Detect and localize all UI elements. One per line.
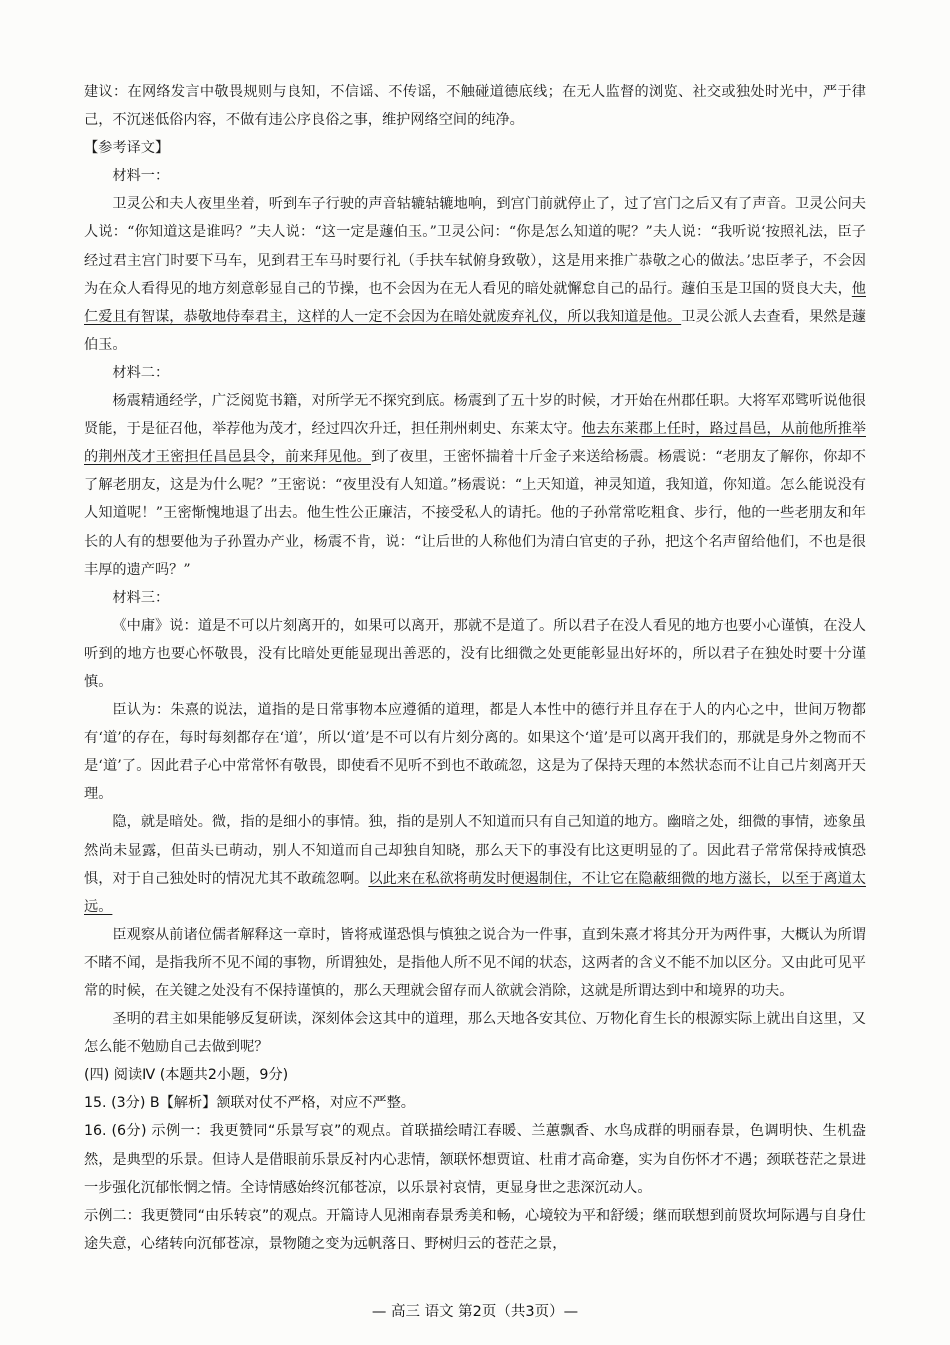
page-footer: — 高三 语文 第2页（共3页）— xyxy=(371,1304,579,1320)
material-3-text-a: 隐，就是暗处。微，指的是细小的事情。独，指的是别人不知道而只有自己知道的地方。幽暗之处，细微的事情，迹象虽然尚未显露，但苗头已萌动，别人不知道而自己却独自知晓，那么天下的事没有比这更明显的了。因此君子常常保持戒慎恐惧，对于自己独处时的情况尤其不敢疏忽啊。 xyxy=(84,814,866,887)
material-3-paragraph-5: 圣明的君主如果能够反复研读，深刻体会这其中的道理，那么天地各安其位、万物化育生长的根源实际上就出自这里，又怎么能不勉励自己去做到呢？ xyxy=(84,1011,866,1056)
answer-q16-example-1: 16. (6分) 示例一：我更赞同“乐景写哀”的观点。首联描绘晴江春暖、兰蕙飘香、水鸟成群的明丽春景，色调明快、生机盎然，是典型的乐景。但诗人是借眼前乐景反衬内心悲情，颔联怀想贾谊、杜甫才高命蹇，实为自伤怀才不遇；颈联苍茫之景进一步强化沉郁怅惘之情。全诗情感始终沉郁苍凉，以乐景衬哀情，更显身世之悲深沉动人。 xyxy=(84,1123,866,1196)
reference-translation-heading: 【参考译文】 xyxy=(84,140,170,157)
material-3-paragraph-4: 臣观察从前诸位儒者解释这一章时，皆将戒谨恐惧与慎独之说合为一件事，直到朱熹才将其分开为两件事，大概认为所谓不睹不闻，是指我所不见不闻的事物，所谓独处，是指他人所不见不闻的状态，这两者的含义不能不加以区分。又由此可见平常的时候，在关键之处没有不保持谨慎的，那么天理就会留存而人欲就会消除，这就是所谓达到中和境界的功夫。 xyxy=(84,926,866,999)
material-1-text-a: 卫灵公和夫人夜里坐着，听到车子行驶的声音轱辘轱辘地响，到宫门前就停止了，过了宫门之后又有了声音。卫灵公问夫人说：“你知道这是谁吗？”夫人说：“这一定是蘧伯玉。”卫灵公问：“你是怎么知道的呢？”夫人说：“我听说‘按照礼法，臣子经过君主宫门时要下马车，见到君王车马时要行礼（手扶车轼俯身致敬），这是用来推广恭敬之心的做法。’忠臣孝子，不会因为在众人看得见的地方刻意彰显自己的节操，也不会因为在无人看见的暗处就懈怠自己的品行。蘧伯玉是卫国的贤良大夫， xyxy=(84,196,866,297)
material-3-underlined: 以此来在私欲将萌发时便遏制住，不让它在隐蔽细微的地方滋长，以至于离道太远。 xyxy=(84,870,866,915)
material-2-text-b: 到了夜里，王密怀揣着十斤金子来送给杨震。杨震说：“老朋友了解你，你却不了解老朋友，这是为什么呢？”王密说：“夜里没有人知道。”杨震说：“上天知道，神灵知道，我知道，你知道。怎么能说没有人知道呢！”王密惭愧地退了出去。他生性公正廉洁，不接受私人的请托。他的子孙常常吃粗食、步行，他的一些老朋友和年长的人有的想要他为子孙置办产业，杨震不肯，说：“让后世的人称他们为清白官吏的子孙，把这个名声留给他们，不也是很丰厚的遗产吗？” xyxy=(84,449,866,578)
answer-q15: 15. (3分) B【解析】颔联对仗不严格，对应不严整。 xyxy=(84,1095,415,1112)
material-3-paragraph-1: 《中庸》说：道是不可以片刻离开的，如果可以离开，那就不是道了。所以君子在没人看见的地方也要小心谨慎，在没人听到的地方也要心怀敬畏，没有比暗处更能显现出善恶的，没有比细微之处更能彰显出好坏的，所以君子在独处时要十分谨慎。 xyxy=(84,617,866,690)
material-1-text-b: 卫灵公派人去查看，果然是蘧伯玉。 xyxy=(84,308,866,353)
material-2-text-a: 杨震精通经学，广泛阅览书籍，对所学无不探究到底。杨震到了五十岁的时候，才开始在州郡任职。大将军邓骘听说他很贤能，于是征召他，举荐他为茂才，经过四次升迁，担任荆州刺史、东莱太守。 xyxy=(84,393,866,438)
material-3-heading: 材料三： xyxy=(112,589,170,606)
material-2-underlined: 他去东莱郡上任时，路过昌邑，从前他所推举的荆州茂才王密担任昌邑县令，前来拜见他。 xyxy=(84,421,866,466)
material-1-underlined: 他仁爱且有智谋，恭敬地侍奉君主，这样的人一定不会因为在暗处就废弃礼仪，所以我知道是他。 xyxy=(84,280,866,325)
answer-q16-example-2: 示例二：我更赞同“由乐转哀”的观点。开篇诗人见湘南春景秀美和畅，心境较为平和舒缓；继而联想到前贤坎坷际遇与自身仕途失意，心绪转向沉郁苍凉，景物随之变为远帆落日、野树归云的苍茫之景， xyxy=(84,1207,866,1252)
material-1-heading: 材料一： xyxy=(112,168,170,185)
material-2-paragraph xyxy=(84,387,866,584)
suggestion-paragraph: 建议：在网络发言中敬畏规则与良知，不信谣、不传谣，不触碰道德底线；在无人监督的浏览、社交或独处时光中，严于律己，不沉迷低俗内容，不做有违公序良俗之事，维护网络空间的纯净。 xyxy=(84,84,866,129)
material-2-heading: 材料二： xyxy=(112,364,170,381)
material-3-paragraph-2: 臣认为：朱熹的说法，道指的是日常事物本应遵循的道理，都是人本性中的德行并且存在于人的内心之中，世间万物都有‘道’的存在，每时每刻都存在‘道’，所以‘道’是不可以有片刻分离的。如果这个‘道’是可以离开我们的，那就是身外之物而不是‘道’了。因此君子心中常常怀有敬畏，即使看不见听不到也不敢疏忽，这是为了保持天理的本然状态而不让自己片刻离开天理。 xyxy=(84,702,866,803)
material-1-paragraph xyxy=(84,190,866,359)
section-heading-reading-4: (四) 阅读Ⅳ (本题共2小题，9分) xyxy=(84,1067,289,1084)
material-3-paragraph-3 xyxy=(84,808,866,920)
